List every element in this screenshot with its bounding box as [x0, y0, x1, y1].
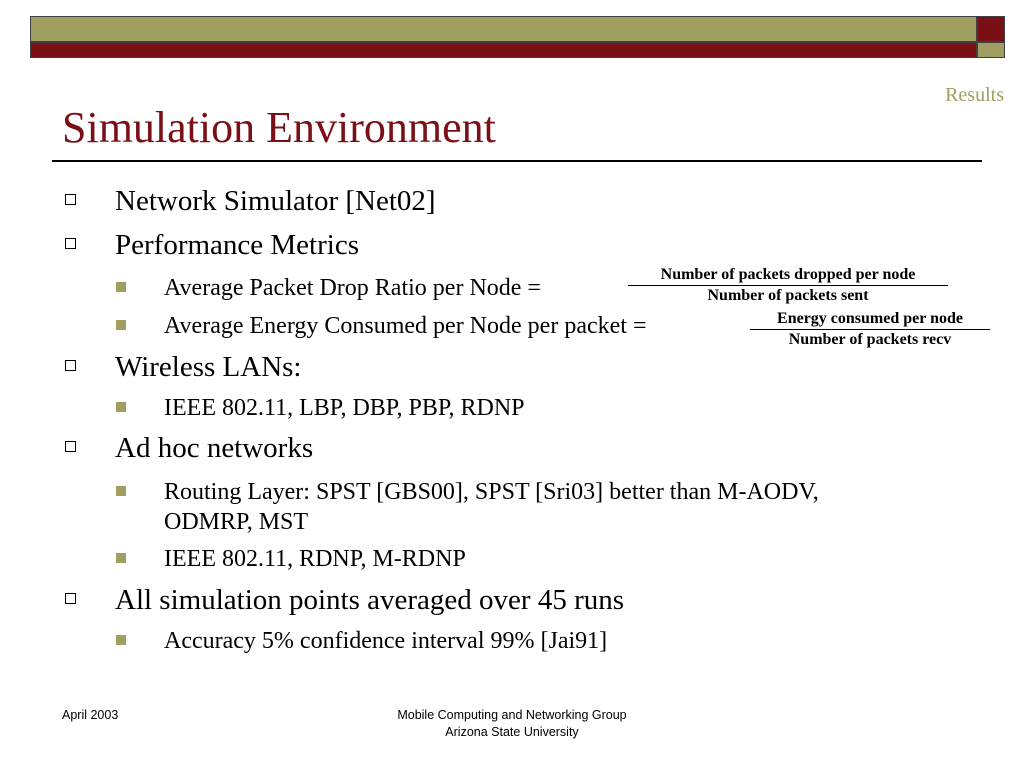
footer-org-line: Arizona State University [445, 725, 579, 739]
bullet-text: Wireless LANs: [115, 351, 302, 383]
footer-date: April 2003 [62, 708, 119, 722]
section-label[interactable]: Results [945, 84, 1004, 106]
top-bar-olive-strip [30, 16, 977, 42]
bullet-text: Ad hoc networks [115, 432, 314, 464]
hollow-square-bullet-icon [65, 441, 76, 452]
filled-square-bullet-icon [116, 282, 126, 292]
filled-square-bullet-icon [116, 553, 126, 563]
sub-bullet-text: IEEE 802.11, RDNP, M-RDNP [164, 546, 466, 572]
bullet-text: Network Simulator [Net02] [115, 185, 436, 217]
sub-bullet-line: Routing Layer: SPST [GBS00], SPST [Sri03] better than M-AODV, [164, 479, 819, 505]
top-decorative-bar [30, 16, 1005, 60]
drop-ratio-formula [628, 266, 948, 305]
formula-numerator: Number of packets dropped per node [660, 266, 916, 283]
top-bar-red-strip [30, 42, 977, 58]
formula-denominator: Number of packets recv [788, 331, 952, 348]
top-bar-olive-square [977, 42, 1005, 58]
bullet-text: Performance Metrics [115, 229, 359, 261]
hollow-square-bullet-icon [65, 360, 76, 371]
sub-bullet-text: Average Energy Consumed per Node per packet = [164, 313, 647, 339]
footer-org-line: Mobile Computing and Networking Group [397, 708, 627, 722]
energy-formula [750, 310, 990, 349]
formula-numerator: Energy consumed per node [777, 310, 963, 327]
filled-square-bullet-icon [116, 402, 126, 412]
sub-bullet-text [164, 477, 819, 537]
hollow-square-bullet-icon [65, 238, 76, 249]
formula-denominator: Number of packets sent [707, 287, 869, 304]
filled-square-bullet-icon [116, 635, 126, 645]
bullet-text: All simulation points averaged over 45 runs [115, 584, 625, 616]
filled-square-bullet-icon [116, 486, 126, 496]
sub-bullet-text: IEEE 802.11, LBP, DBP, PBP, RDNP [164, 395, 525, 421]
sub-bullet-line: ODMRP, MST [164, 509, 309, 535]
hollow-square-bullet-icon [65, 593, 76, 604]
top-bar-red-square [977, 16, 1005, 42]
sub-bullet-text: Accuracy 5% confidence interval 99% [Jai91] [164, 628, 608, 654]
filled-square-bullet-icon [116, 320, 126, 330]
sub-bullet-text: Average Packet Drop Ratio per Node = [164, 275, 541, 301]
footer-organization [312, 707, 712, 741]
hollow-square-bullet-icon [65, 194, 76, 205]
title-divider [52, 160, 982, 162]
slide-title: Simulation Environment [62, 103, 496, 152]
